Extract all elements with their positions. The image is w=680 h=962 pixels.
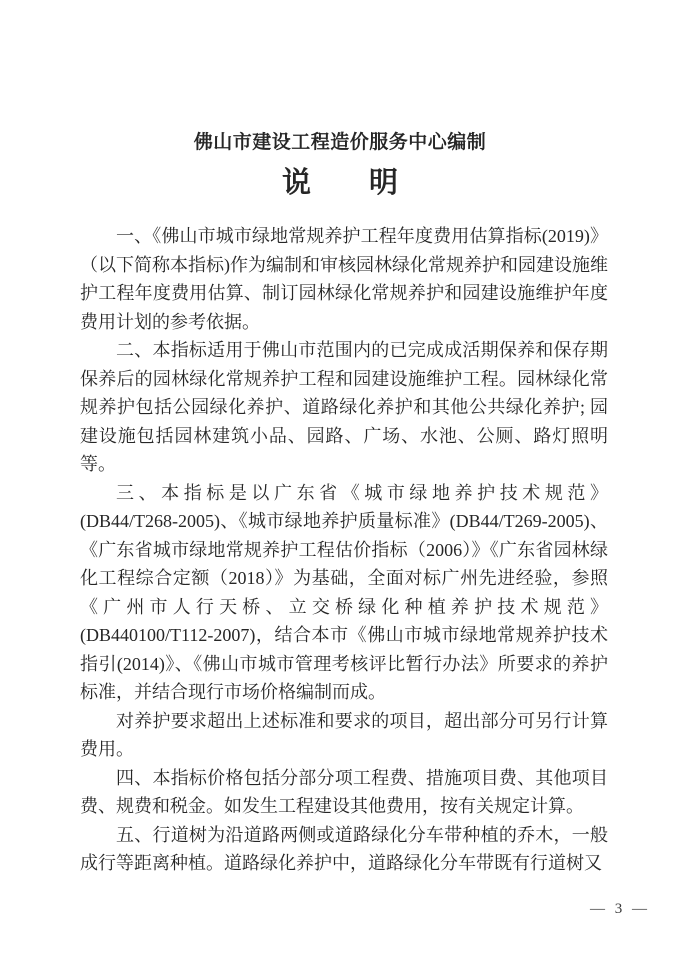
paragraph-5: 四、本指标价格包括分部分项工程费、措施项目费、其他项目费、规费和税金。如发生工程建设其他费用，按有关规定计算。 (80, 767, 608, 816)
paragraph-2: 二、本指标适用于佛山市范围内的已完成成活期保养和保存期保养后的园林绿化常规养护工程和园建设施维护工程。园林绿化常规养护包括公园绿化养护、道路绿化养护和其他公共绿化养护; 园建设施包括园林建筑小品、园路、广场、水池、公厕、路灯照明等。 (80, 340, 608, 474)
page-number: — 3 — (590, 901, 650, 917)
paragraph-4: 对养护要求超出上述标准和要求的项目，超出部分可另行计算费用。 (80, 710, 608, 759)
paragraph-1: 一、《佛山市城市绿地常规养护工程年度费用估算指标(2019)》（以下简称本指标)作为编制和审核园林绿化常规养护和园建设施维护工程年度费用估算、制订园林绿化常规养护和园建设施维护年度费用计划的参考依据。 (80, 226, 608, 332)
paragraph-3: 三、本指标是以广东省《城市绿地养护技术规范》(DB44/T268-2005)、《城市绿地养护质量标准》(DB44/T269-2005)、《广东省城市绿地常规养护工程估价指标（2006）》《广东省园林绿化工程综合定额（2018）》为基础，全面对标广州先进经验，参照《广州市人行天桥、立交桥绿化种植养护技术规范》(DB440100/T112-2007)，结合本市《佛山市城市绿地常规养护技术指引(2014)》、《佛山市城市管理考核评比暂行办法》所要求的养护标准，并结合现行市场价格编制而成。 (80, 482, 608, 702)
compiler-line: 佛山市建设工程造价服务中心编制 (193, 132, 487, 153)
paragraph-6: 五、行道树为沿道路两侧或道路绿化分车带种植的乔木，一般成行等距离种植。道路绿化养护中，道路绿化分车带既有行道树又 (80, 824, 608, 873)
document-body (80, 222, 608, 878)
section-title: 说 明 (281, 167, 398, 199)
